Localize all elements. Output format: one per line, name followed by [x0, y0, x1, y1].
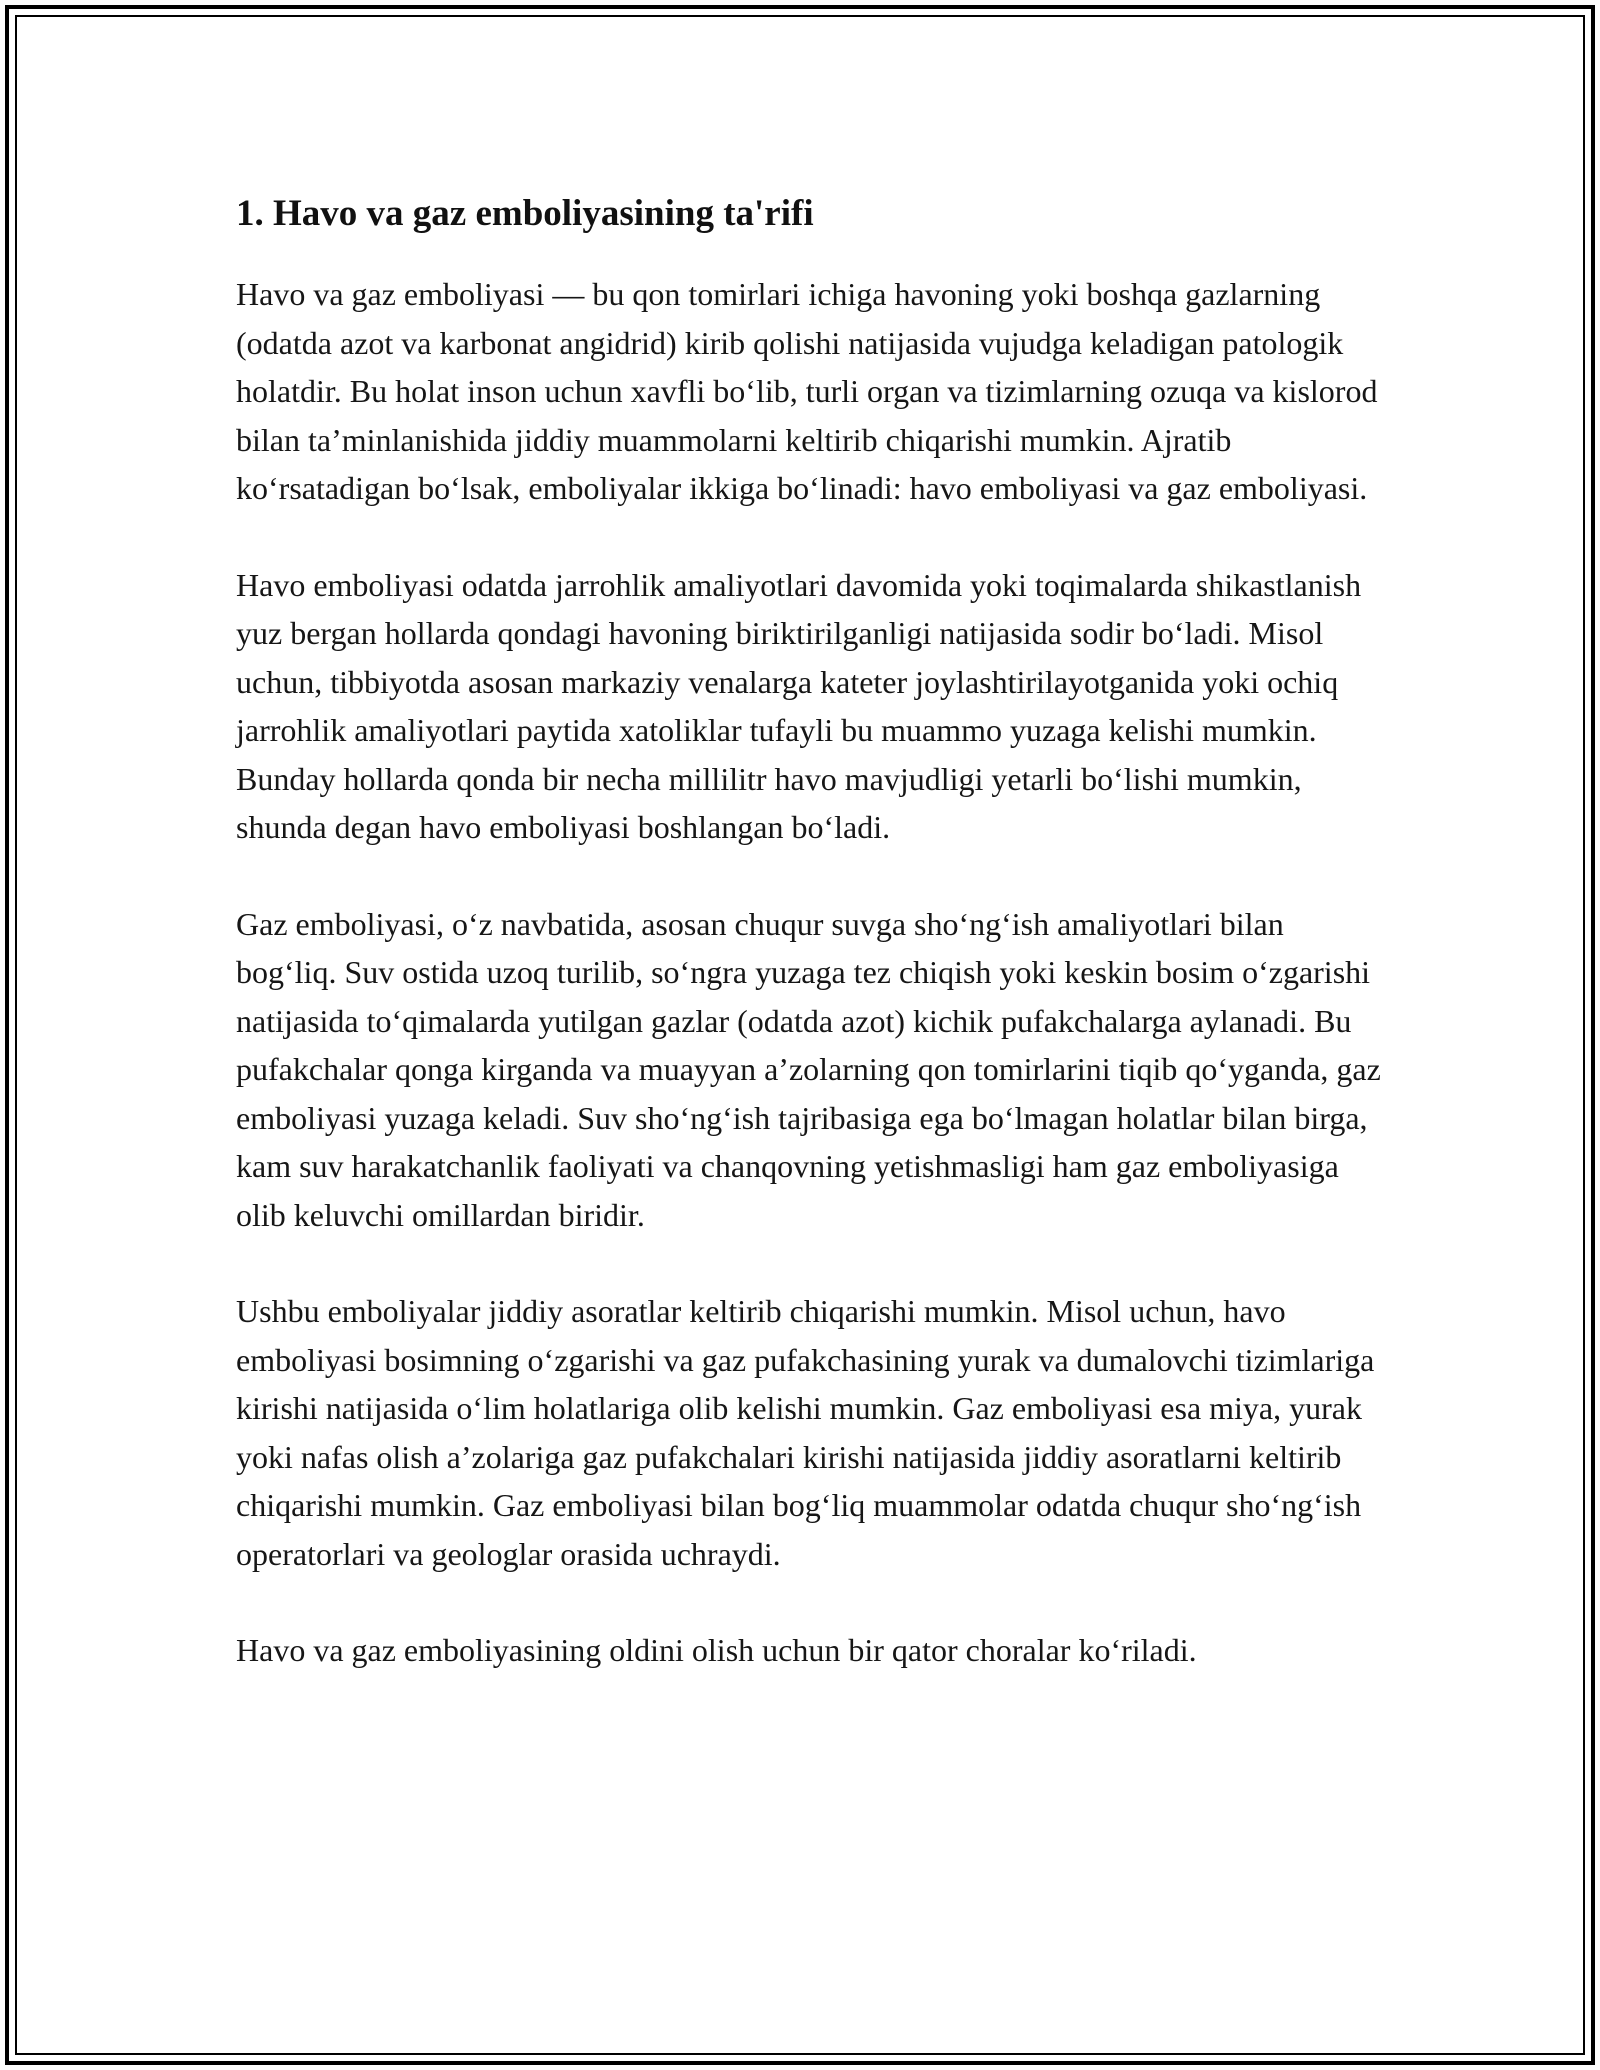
- paragraph-gas-embolism: Gaz emboliyasi, o‘z navbatida, asosan chuqur suvga sho‘ng‘ish amaliyotlari bilan bog‘liq. Suv ostida uzoq turilib, so‘ngra yuzaga tez chiqish yoki keskin bosim o‘zgarishi natijasida to‘qimalarda yutilgan gazlar (odatda azot) kichik pufakchalarga aylanadi. Bu pufakchalar qonga kirganda va muayyan a’zolarning qon tomirlarini tiqib qo‘yganda, gaz emboliyasi yuzaga keladi. Suv sho‘ng‘ish tajribasiga ega bo‘lmagan holatlar bilan birga, kam suv harakatchanlik faoliyati va chanqovning yetishmasligi ham gaz emboliyasiga olib keluvchi omillardan biridir.: [236, 905, 1381, 1233]
- document-body: [236, 188, 1386, 1723]
- paragraph-complications: Ushbu emboliyalar jiddiy asoratlar keltirib chiqarishi mumkin. Misol uchun, havo emboliyasi bosimning o‘zgarishi va gaz pufakchasining yurak va dumalovchi tizimlariga kirishi natijasida o‘lim holatlariga olib kelishi mumkin. Gaz emboliyasi esa miya, yurak yoki nafas olish a’zolariga gaz pufakchalari kirishi natijasida jiddiy asoratlarni keltirib chiqarishi mumkin. Gaz emboliyasi bilan bog‘liq muammolar odatda chuqur sho‘ng‘ish operatorlari va geologlar orasida uchraydi.: [236, 1293, 1375, 1572]
- paragraph-air-embolism: Havo emboliyasi odatda jarrohlik amaliyotlari davomida yoki toqimalarda shikastlanish yuz bergan hollarda qondagi havoning biriktirilganligi natijasida sodir bo‘ladi. Misol uchun, tibbiyotda asosan markaziy venalarga kateter joylashtirilayotganida yoki ochiq jarrohlik amaliyotlari paytida xatoliklar tufayli bu muammo yuzaga kelishi mumkin. Bunday hollarda qonda bir necha millilitr havo mavjudligi yetarli bo‘lishi mumkin, shunda degan havo emboliyasi boshlangan bo‘ladi.: [236, 566, 1362, 845]
- paragraph-definition: Havo va gaz emboliyasi — bu qon tomirlari ichiga havoning yoki boshqa gazlarning (odatda azot va karbonat angidrid) kirib qolishi natijasida vujudga keladigan patologik holatdir. Bu holat inson uchun xavfli bo‘lib, turli organ va tizimlarning ozuqa va kislorod bilan ta’minlanishida jiddiy muammolarni keltirib chiqarishi mumkin. Ajratib ko‘rsatadigan bo‘lsak, emboliyalar ikkiga bo‘linadi: havo emboliyasi va gaz emboliyasi.: [236, 276, 1378, 506]
- paragraph-prevention: Havo va gaz emboliyasining oldini olish uchun bir qator choralar ko‘riladi.: [236, 1632, 1197, 1668]
- section-heading: 1. Havo va gaz emboliyasining ta'rifi: [236, 193, 814, 234]
